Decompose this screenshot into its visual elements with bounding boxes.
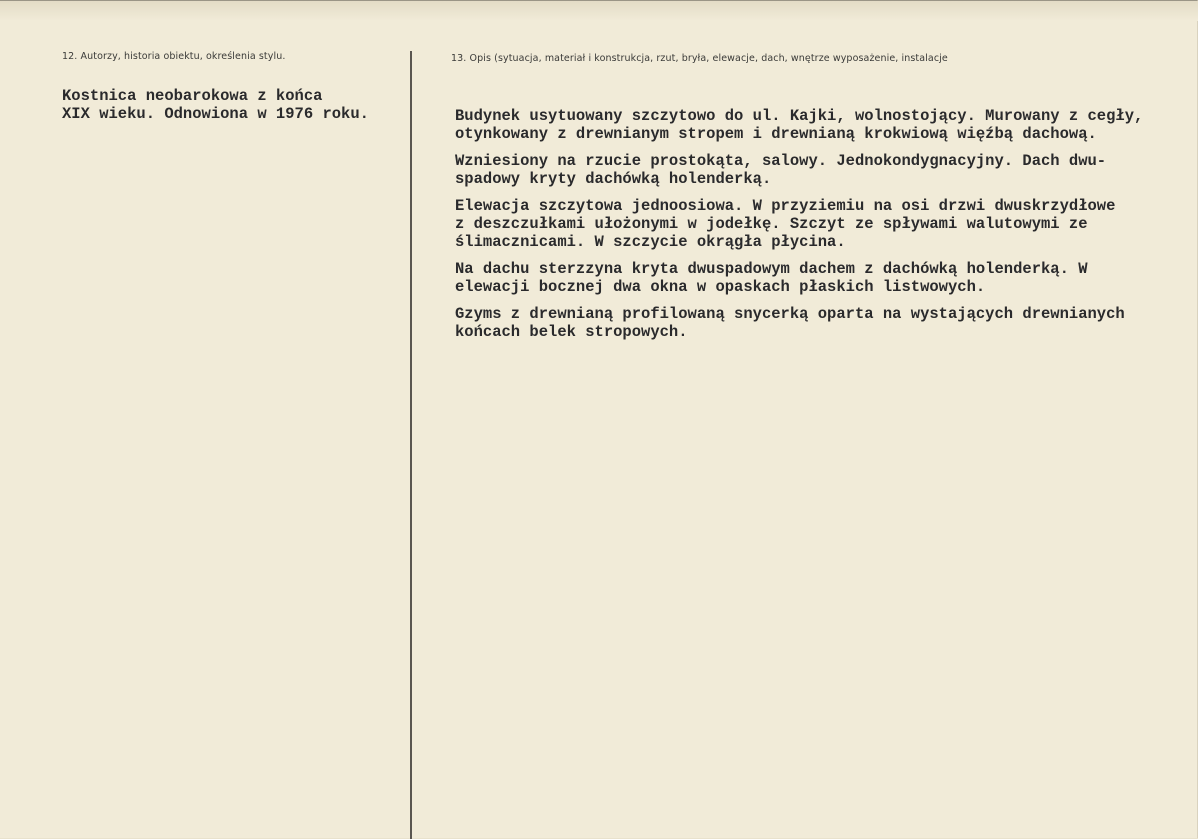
section-12-text bbox=[62, 87, 369, 123]
section-12-header: 12. Autorzy, historia obiektu, określenia stylu. bbox=[62, 51, 286, 62]
text-line: Budynek usytuowany szczytowo do ul. Kajki, wolnostojący. Murowany z cegły, bbox=[455, 107, 1144, 125]
text-line: XIX wieku. Odnowiona w 1976 roku. bbox=[62, 105, 369, 123]
paragraph bbox=[455, 197, 1143, 251]
text-line: elewacji bocznej dwa okna w opaskach płaskich listwowych. bbox=[455, 278, 986, 296]
section-13-text bbox=[455, 107, 1143, 350]
text-line: otynkowany z drewnianym stropem i drewnianą krokwiową więźbą dachową. bbox=[455, 125, 1097, 143]
paragraph bbox=[455, 152, 1143, 188]
text-line: spadowy kryty dachówką holenderką. bbox=[455, 170, 772, 188]
text-line: Gzyms z drewnianą profilowaną snycerką oparta na wystających drewnianych bbox=[455, 305, 1125, 323]
text-line: końcach belek stropowych. bbox=[455, 323, 688, 341]
text-line: Na dachu sterzzyna kryta dwuspadowym dachem z dachówką holenderką. W bbox=[455, 260, 1088, 278]
card-top-edge bbox=[0, 1, 1198, 21]
paragraph bbox=[455, 260, 1143, 296]
section-13-header: 13. Opis (sytuacja, materiał i konstrukcja, rzut, bryła, elewacje, dach, wnętrze wyposażenie, instalacje bbox=[451, 53, 948, 64]
text-line: Kostnica neobarokowa z końca bbox=[62, 87, 323, 105]
text-line: Elewacja szczytowa jednoosiowa. W przyziemiu na osi drzwi dwuskrzydłowe bbox=[455, 197, 1116, 215]
column-divider bbox=[410, 51, 412, 839]
paragraph bbox=[455, 305, 1143, 341]
text-line: z deszczułkami ułożonymi w jodełkę. Szczyt ze spływami walutowymi ze bbox=[455, 215, 1088, 233]
paragraph bbox=[455, 107, 1143, 143]
text-line: Wzniesiony na rzucie prostokąta, salowy. Jednokondygnacyjny. Dach dwu- bbox=[455, 152, 1107, 170]
text-line: ślimacznicami. W szczycie okrągła płycina. bbox=[455, 233, 846, 251]
